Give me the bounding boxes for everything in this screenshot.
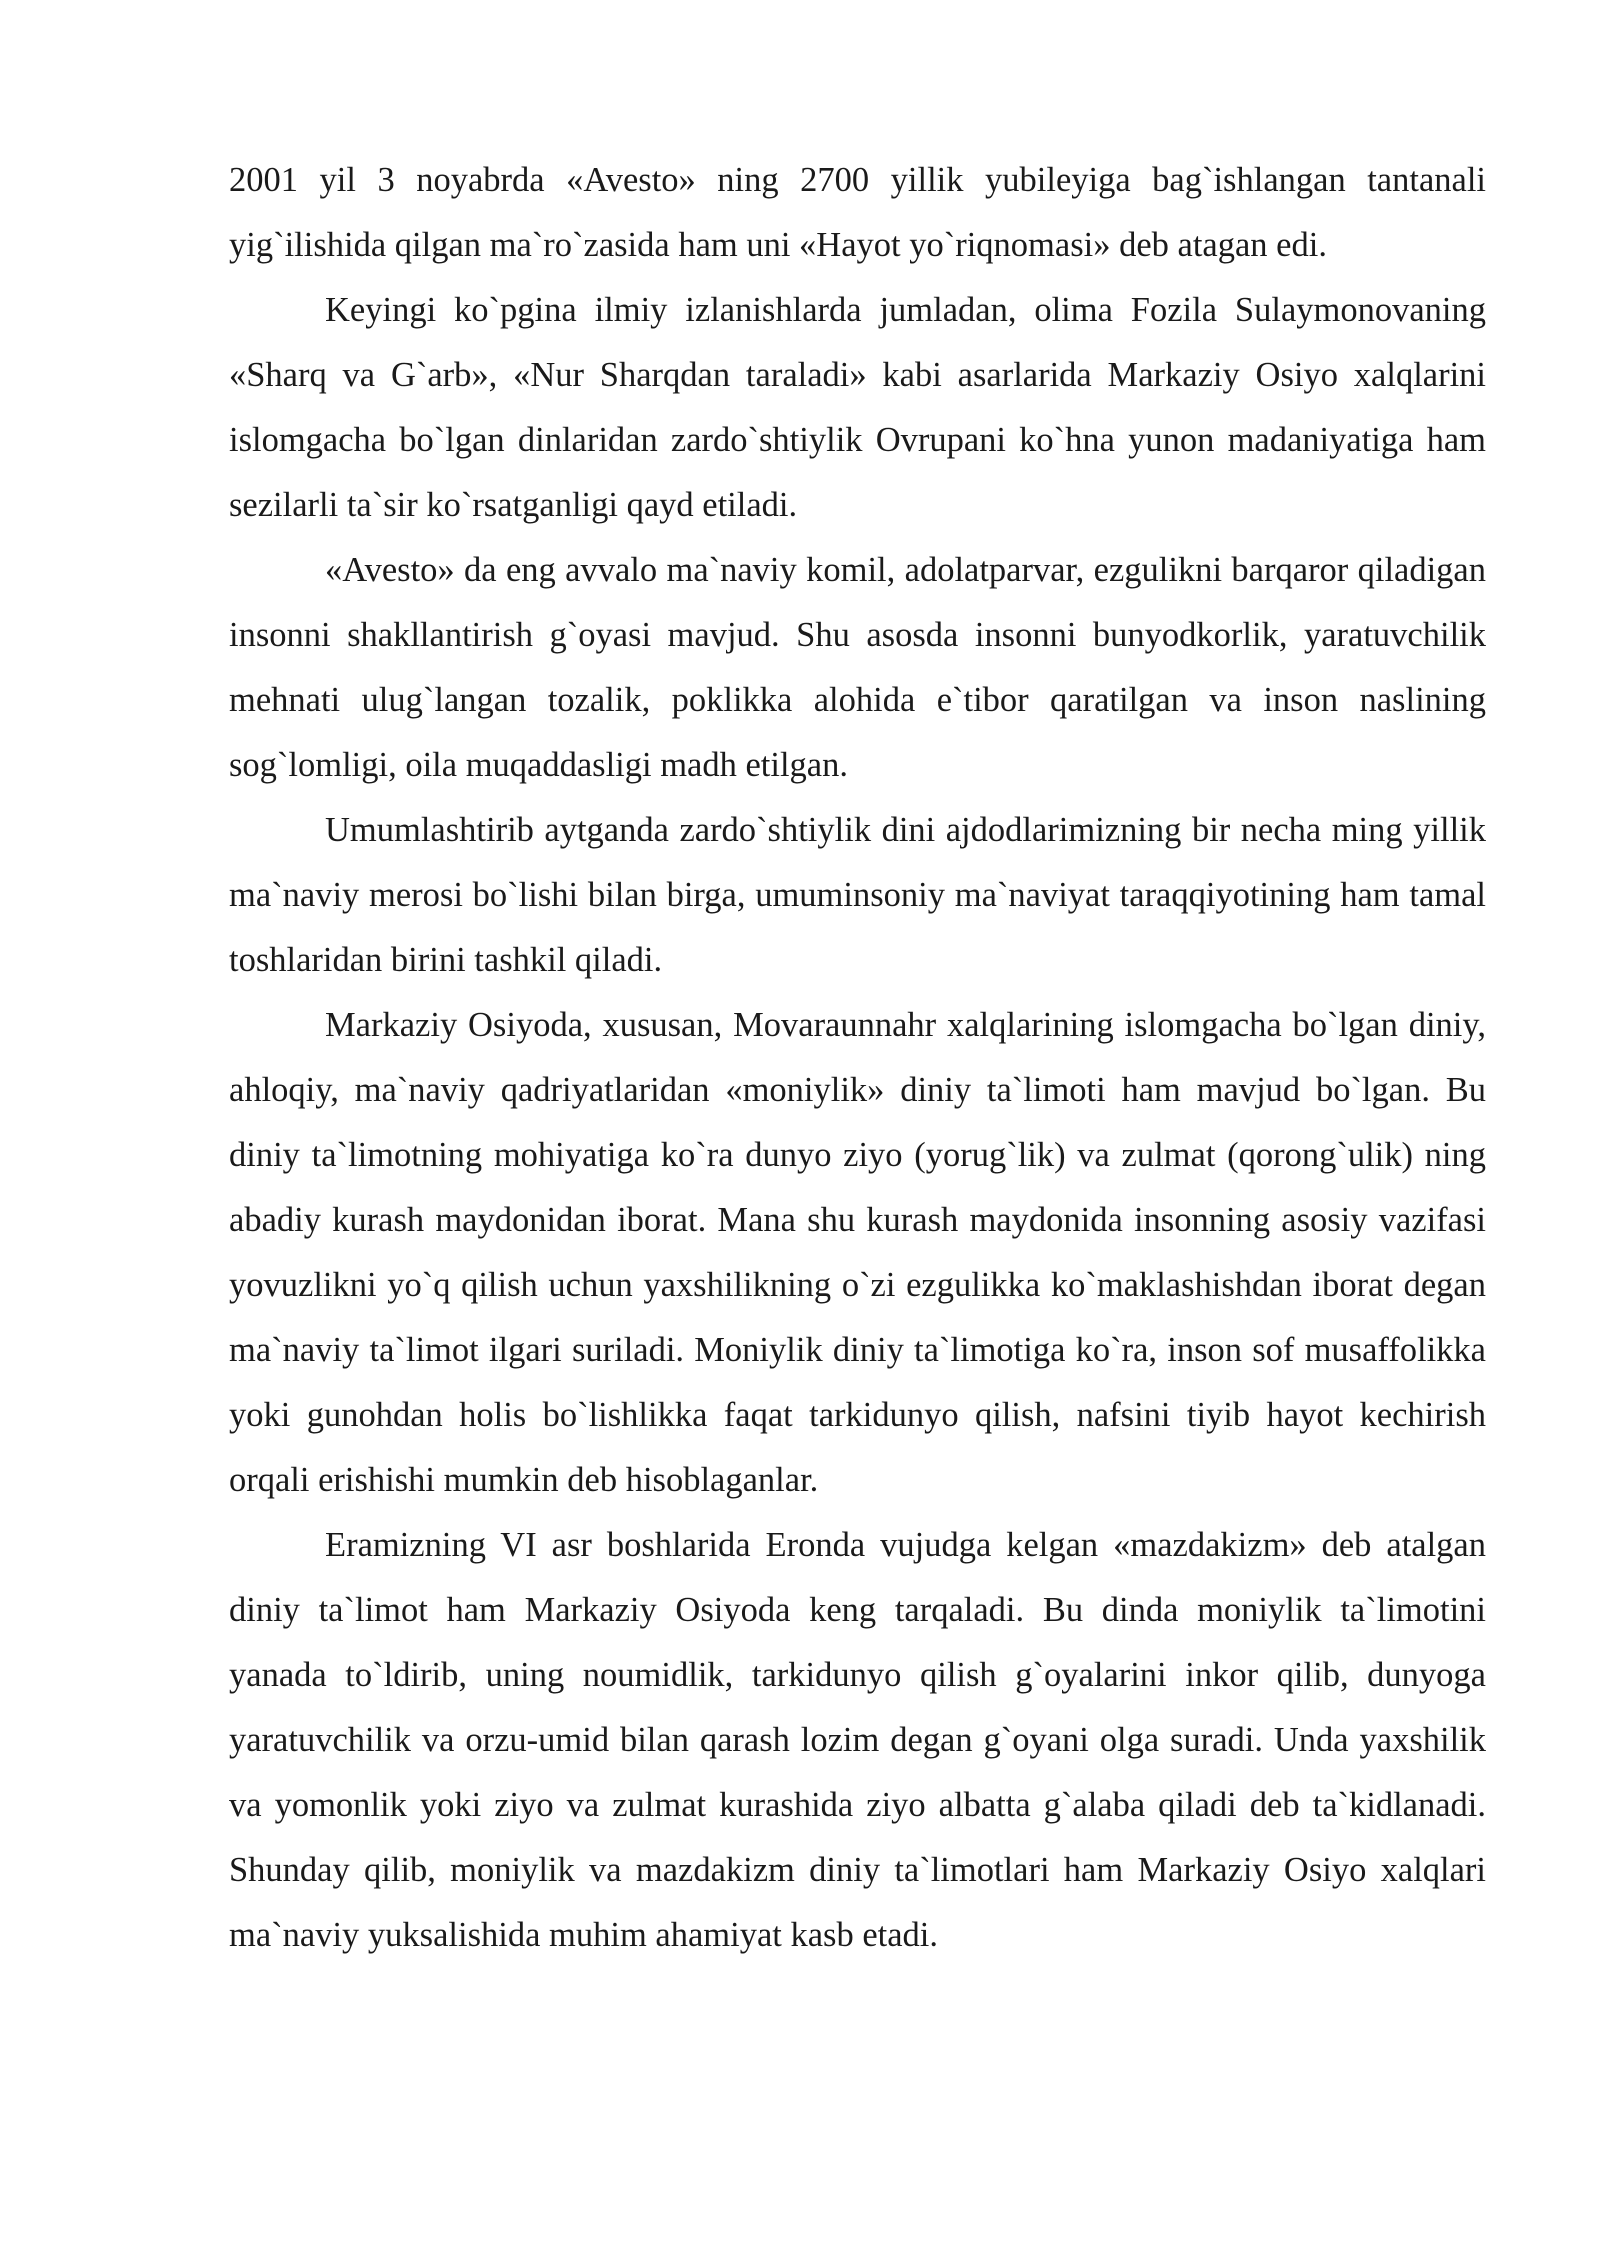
paragraph: Umumlashtirib aytganda zardo`shtiylik dini ajdodlarimizning bir necha ming yillik ma`naviy merosi bo`lishi bilan birga, umuminsoniy ma`naviyat taraqqiyotining ham tamal toshlaridan birini tashkil qiladi. (229, 811, 1486, 979)
paragraph: Markaziy Osiyoda, xususan, Movaraunnahr xalqlarining islomgacha bo`lgan diniy, ahloqiy, ma`naviy qadriyatlaridan «moniylik» diniy ta`limoti ham mavjud bo`lgan. Bu diniy ta`limotning mohiyatiga ko`ra dunyo ziyo (yorug`lik) va zulmat (qorong`ulik) ning abadiy kurash maydonidan iborat. Mana shu kurash maydonida insonning asosiy vazifasi yovuzlikni yo`q qilish uchun yaxshilikning o`zi ezgulikka ko`maklashishdan iborat degan ma`naviy ta`limot ilgari suriladi. Moniylik diniy ta`limotiga ko`ra, inson sof musaffolikka yoki gunohdan holis bo`lishlikka faqat tarkidunyo qilish, nafsini tiyib hayot kechirish orqali erishishi mumkin deb hisoblaganlar. (229, 1006, 1486, 1499)
document-body (229, 148, 1486, 1968)
paragraph: «Avesto» da eng avvalo ma`naviy komil, adolatparvar, ezgulikni barqaror qiladigan insonni shakllantirish g`oyasi mavjud. Shu asosda insonni bunyodkorlik, yaratuvchilik mehnati ulug`langan tozalik, poklikka alohida e`tibor qaratilgan va inson naslining sog`lomligi, oila muqaddasligi madh etilgan. (229, 551, 1486, 784)
paragraph: Eramizning VI asr boshlarida Eronda vujudga kelgan «mazdakizm» deb atalgan diniy ta`limot ham Markaziy Osiyoda keng tarqaladi. Bu dinda moniylik ta`limotini yanada to`ldirib, uning noumidlik, tarkidunyo qilish g`oyalarini inkor qilib, dunyoga yaratuvchilik va orzu-umid bilan qarash lozim degan g`oyani olga suradi. Unda yaxshilik va yomonlik yoki ziyo va zulmat kurashida ziyo albatta g`alaba qiladi deb ta`kidlanadi. Shunday qilib, moniylik va mazdakizm diniy ta`limotlari ham Markaziy Osiyo xalqlari ma`naviy yuksalishida muhim ahamiyat kasb etadi. (229, 1526, 1486, 1954)
paragraph: Keyingi ko`pgina ilmiy izlanishlarda jumladan, olima Fozila Sulaymonovaning «Sharq va G`arb», «Nur Sharqdan taraladi» kabi asarlarida Markaziy Osiyo xalqlarini islomgacha bo`lgan dinlaridan zardo`shtiylik Ovrupani ko`hna yunon madaniyatiga ham sezilarli ta`sir ko`rsatganligi qayd etiladi. (229, 291, 1486, 524)
paragraph-continuation: 2001 yil 3 noyabrda «Avesto» ning 2700 yillik yubileyiga bag`ishlangan tantanali yig`ilishida qilgan ma`ro`zasida ham uni «Hayot yo`riqnomasi» deb atagan edi. (229, 161, 1486, 264)
